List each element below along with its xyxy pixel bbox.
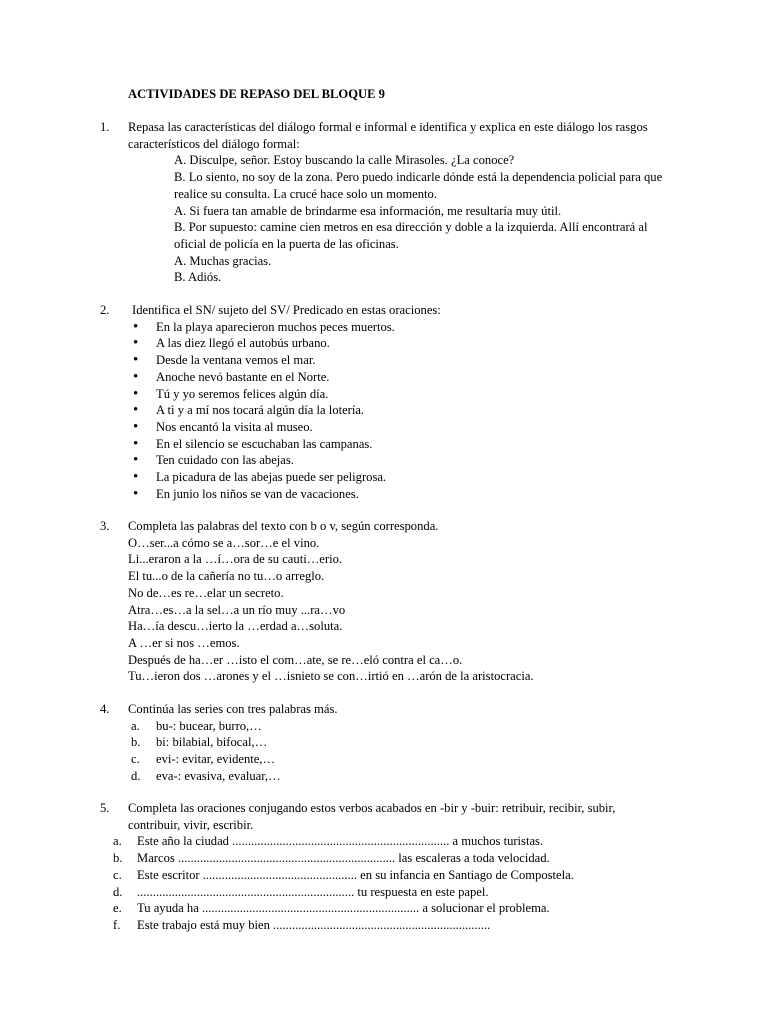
exercise-text (128, 535, 670, 685)
document-title: ACTIVIDADES DE REPASO DEL BLOQUE 9 (128, 87, 385, 101)
list-item: b. Marcos ..................................................................... las escaleras a toda velocidad. (113, 851, 550, 866)
list-item: e. Tu ayuda ha ..................................................................... a solucionar el problema. (113, 901, 550, 916)
exercise-line: Li...eraron a la …í…ora de su cauti…erio. (128, 552, 343, 567)
exercise-line: El tu...o de la cañería no tu…o arreglo. (128, 569, 325, 584)
question-prompt: Identifica el SN/ sujeto del SV/ Predicado en estas oraciones: (132, 303, 441, 317)
list-item: • A las diez llegó el autobús urbano. (133, 335, 670, 352)
question-number: 4. (100, 702, 110, 716)
list-item: • A ti y a mí nos tocará algún día la lotería. (133, 402, 670, 419)
question-number: 5. (100, 801, 110, 815)
list-item: • En la playa aparecieron muchos peces muertos. (133, 319, 670, 336)
question-2 (100, 302, 670, 502)
list-item: a. bu-: bucear, burro,… (131, 718, 262, 733)
list-item: • La picadura de las abejas puede ser peligrosa. (133, 469, 670, 486)
list-item: • Ten cuidado con las abejas. (133, 452, 670, 469)
question-number: 1. (100, 120, 110, 134)
dialogue-line: B. Adiós. (174, 270, 222, 285)
dialogue-line: A. Si fuera tan amable de brindarme esa información, me resultaría muy útil. (174, 203, 562, 218)
list-item: d. eva-: evasiva, evaluar,… (131, 768, 281, 783)
list-item: d. ..................................................................... tu respuesta en este papel. (113, 884, 489, 899)
exercise-line: Después de ha…er …isto el com…ate, se re…eló contra el ca…o. (128, 652, 463, 667)
exercise-line: No de…es re…elar un secreto. (128, 585, 284, 600)
question-prompt: Repasa las características del diálogo formal e informal e identifica y explica en este diálogo los rasgos característicos del diálogo formal: (128, 120, 648, 151)
list-item: • En el silencio se escuchaban las campanas. (133, 436, 670, 453)
series-list (131, 718, 670, 785)
exercise-line: Tu…ieron dos …arones y el …isnieto se con…irtió en …arón de la aristocracia. (128, 669, 534, 684)
question-prompt: Completa las palabras del texto con b o v, según corresponda. (128, 519, 439, 533)
sentence-list (113, 833, 670, 933)
question-4 (100, 701, 670, 785)
question-5 (100, 800, 670, 934)
question-1 (100, 119, 670, 286)
list-item: • Anoche nevó bastante en el Norte. (133, 369, 670, 386)
exercise-line: O…ser...a cómo se a…sor…e el vino. (128, 535, 320, 550)
exercise-line: Atra…es…a la sel…a un río muy ...ra…vo (128, 602, 346, 617)
list-item: • Nos encantó la visita al museo. (133, 419, 670, 436)
dialogue-line: A. Disculpe, señor. Estoy buscando la calle Mirasoles. ¿La conoce? (174, 153, 515, 168)
list-item: • En junio los niños se van de vacaciones. (133, 486, 670, 503)
exercise-line: Ha…ía descu…ierto la …erdad a…soluta. (128, 619, 343, 634)
dialogue-line: A. Muchas gracias. (174, 253, 272, 268)
question-prompt: Continúa las series con tres palabras más. (128, 702, 338, 716)
dialogue-line: B. Lo siento, no soy de la zona. Pero puedo indicarle dónde está la dependencia policial para que realice su consulta. La crucé hace solo un momento. (174, 170, 663, 201)
list-item: a. Este año la ciudad ..................................................................... a muchos turistas. (113, 834, 544, 849)
list-item: b. bi: bilabial, bifocal,… (131, 735, 268, 750)
sentence-list (133, 319, 670, 503)
dialogue (174, 152, 670, 286)
list-item: • Tú y yo seremos felices algún día. (133, 386, 670, 403)
list-item: • Desde la ventana vemos el mar. (133, 352, 670, 369)
question-3 (100, 518, 670, 685)
question-number: 2. (100, 303, 110, 317)
exercise-line: A …er si nos …emos. (128, 635, 240, 650)
list-item: c. Este escritor ................................................. en su infancia en Santiago de Compostela. (113, 867, 574, 882)
question-prompt: Completa las oraciones conjugando estos verbos acabados en -bir y -buir: retribuir, recibir, subir, contribuir, vivir, escribir. (128, 801, 616, 832)
question-number: 3. (100, 519, 110, 533)
dialogue-line: B. Por supuesto: camine cien metros en esa dirección y doble a la izquierda. Allí encontrará al oficial de policía en la puerta de las oficinas. (174, 220, 648, 251)
list-item: f. Este trabajo está muy bien ..................................................................... (113, 917, 491, 932)
list-item: c. evi-: evitar, evidente,… (131, 752, 276, 767)
